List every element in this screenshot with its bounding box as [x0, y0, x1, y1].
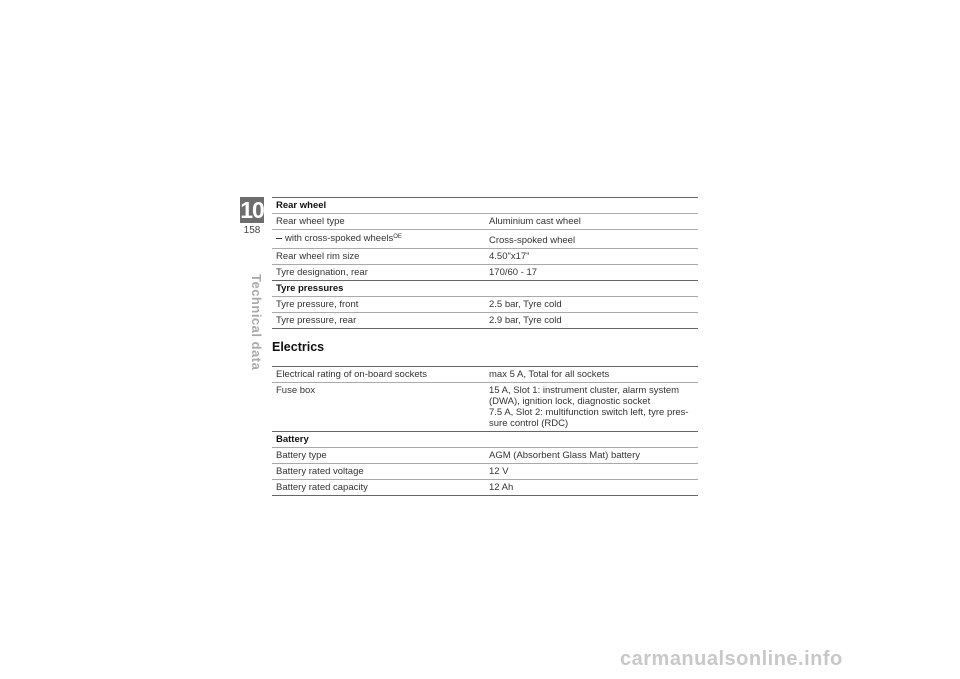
row-label: Fuse box — [276, 385, 316, 396]
section-divider — [272, 495, 698, 496]
tyre-pressures-heading: Tyre pressures — [272, 280, 698, 296]
oe-superscript: OE — [393, 234, 402, 240]
row-value: max 5 A, Total for all sockets — [489, 369, 610, 380]
row-value — [485, 383, 698, 431]
row-value: 4.50"x17" — [489, 251, 530, 262]
table-row — [272, 382, 698, 431]
table-row — [272, 229, 698, 248]
spec-content — [272, 197, 698, 496]
table-row — [272, 447, 698, 463]
fuse-line: (DWA), ignition lock, diagnostic socket — [489, 396, 651, 407]
row-value: 2.5 bar, Tyre cold — [489, 299, 562, 310]
row-label: Battery rated capacity — [276, 482, 368, 493]
chapter-title-vertical — [249, 274, 264, 370]
row-label-text: with cross-spoked wheels — [285, 233, 394, 244]
table-row — [272, 213, 698, 229]
row-label: Tyre pressure, front — [276, 299, 359, 310]
chapter-number: 10 — [240, 197, 264, 223]
row-label: Electrical rating of on-board sockets — [276, 369, 428, 380]
row-value: Cross-spoked wheel — [489, 235, 576, 246]
row-value: 2.9 bar, Tyre cold — [489, 315, 562, 326]
row-value: Aluminium cast wheel — [489, 216, 581, 227]
fuse-line: 7.5 A, Slot 2: multifunction switch left, tyre pres- — [489, 407, 689, 418]
electrics-heading: Electrics — [272, 340, 325, 354]
dash-icon — [276, 238, 282, 239]
row-label: Tyre pressure, rear — [276, 315, 357, 326]
row-label: Battery rated voltage — [276, 466, 364, 477]
rear-wheel-heading: Rear wheel — [272, 197, 698, 213]
row-label: Rear wheel rim size — [276, 251, 360, 262]
table-row — [272, 479, 698, 495]
row-value: 12 V — [489, 466, 509, 477]
chapter-title: Technical data — [249, 274, 264, 371]
row-value: 170/60 - 17 — [489, 267, 538, 278]
table-row — [272, 248, 698, 264]
table-row — [272, 264, 698, 280]
row-value: AGM (Absorbent Glass Mat) battery — [489, 450, 640, 461]
row-label — [272, 230, 485, 248]
battery-heading: Battery — [272, 431, 698, 447]
table-row — [272, 366, 698, 382]
table-row — [272, 312, 698, 328]
page-number: 158 — [243, 225, 261, 236]
watermark-text: carmanualsonline.info — [620, 648, 843, 670]
row-label: Rear wheel type — [276, 216, 345, 227]
fuse-line: sure control (RDC) — [489, 418, 569, 429]
fuse-line: 15 A, Slot 1: instrument cluster, alarm system — [489, 385, 680, 396]
row-label: Battery type — [276, 450, 327, 461]
row-value: 12 Ah — [489, 482, 514, 493]
section-divider — [272, 328, 698, 329]
row-label: Tyre designation, rear — [276, 267, 368, 278]
table-row — [272, 463, 698, 479]
spacer — [272, 356, 698, 366]
table-row — [272, 296, 698, 312]
